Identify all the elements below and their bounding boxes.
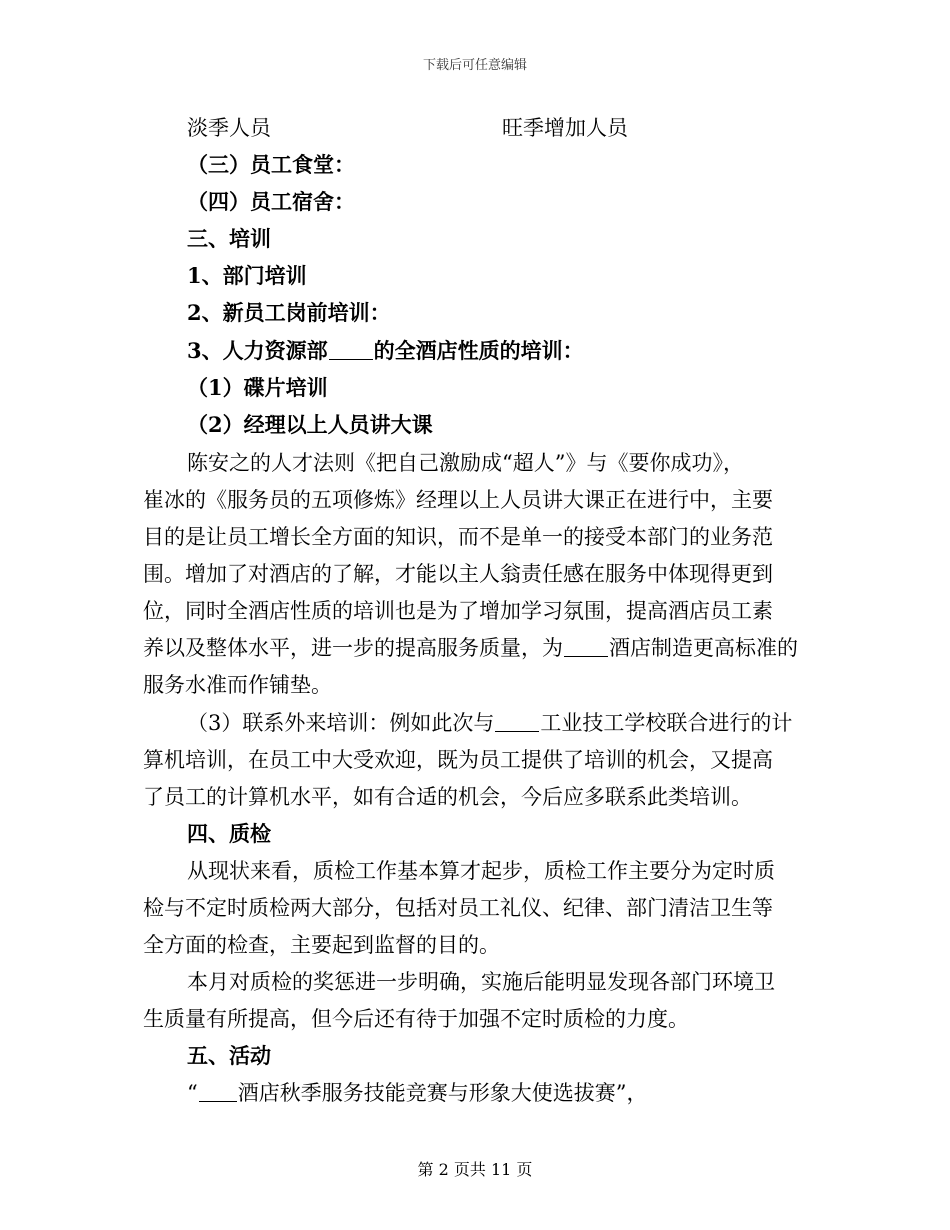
paragraph-line-part-a: 养以及整体水平，进一步的提高服务质量，为 bbox=[143, 636, 563, 660]
paragraph-line-part-b: 酒店制造更高标准的 bbox=[609, 636, 798, 660]
section-dormitory: （四）员工宿舍： bbox=[187, 189, 355, 214]
paragraph-line bbox=[187, 710, 792, 736]
training-sub-1: （1）碟片培训 bbox=[187, 375, 328, 400]
staff-peakseason-label: 旺季增加人员 bbox=[502, 116, 628, 140]
page-footer: 第 2 页共 11 页 bbox=[417, 1160, 533, 1179]
blank-underline bbox=[329, 339, 373, 360]
blank-underline bbox=[199, 1081, 237, 1102]
paragraph-line: 崔冰的《服务员的五项修炼》经理以上人员讲大课正在进行中，主要 bbox=[143, 488, 773, 512]
paragraph-line bbox=[187, 1080, 647, 1106]
section-canteen: （三）员工食堂： bbox=[187, 152, 355, 177]
paragraph-line: 围。增加了对酒店的了解，才能以主人翁责任感在服务中体现得更到 bbox=[143, 562, 773, 586]
training-item-2: 2、新员工岗前培训： bbox=[187, 300, 391, 325]
blank-underline bbox=[564, 636, 608, 657]
paragraph-line-part-a: “ bbox=[187, 1081, 198, 1105]
paragraph-line-part-b: 工业技工学校联合进行的计 bbox=[540, 711, 793, 735]
paragraph-line-part-a: （3）联系外来培训：例如此次与 bbox=[187, 711, 495, 735]
staff-offseason-label: 淡季人员 bbox=[187, 116, 271, 140]
heading-quality-check: 四、质检 bbox=[187, 821, 271, 846]
training-item-3-part-a: 3、人力资源部 bbox=[187, 338, 328, 363]
paragraph-line-part-b: 酒店秋季服务技能竞赛与形象大使选拔赛”， bbox=[237, 1081, 648, 1105]
paragraph-line: 全方面的检查，主要起到监督的目的。 bbox=[143, 933, 500, 957]
paragraph-line: 从现状来看，质检工作基本算才起步，质检工作主要分为定时质 bbox=[187, 859, 775, 883]
paragraph-line: 服务水准而作铺垫。 bbox=[143, 673, 332, 697]
training-sub-2: （2）经理以上人员讲大课 bbox=[187, 412, 433, 437]
paragraph-line: 陈安之的人才法则《把自己激励成“超人”》与《要你成功》， bbox=[187, 451, 744, 475]
blank-underline bbox=[495, 711, 539, 732]
paragraph-line: 位，同时全酒店性质的培训也是为了增加学习氛围，提高酒店员工素 bbox=[143, 599, 773, 623]
page-header: 下载后可任意编辑 bbox=[422, 58, 527, 73]
paragraph-line: 检与不定时质检两大部分，包括对员工礼仪、纪律、部门清洁卫生等 bbox=[143, 896, 773, 920]
training-item-3-part-b: 的全酒店性质的培训： bbox=[373, 338, 584, 363]
heading-training: 三、培训 bbox=[187, 226, 271, 251]
paragraph-line: 生质量有所提高，但今后还有待于加强不定时质检的力度。 bbox=[143, 1007, 689, 1031]
paragraph-line: 目的是让员工增长全方面的知识，而不是单一的接受本部门的业务范 bbox=[143, 525, 773, 549]
training-item-3 bbox=[187, 338, 584, 364]
training-item-1: 1、部门培训 bbox=[187, 263, 307, 288]
paragraph-line: 本月对质检的奖惩进一步明确，实施后能明显发现各部门环境卫 bbox=[187, 970, 775, 994]
paragraph-line: 了员工的计算机水平，如有合适的机会，今后应多联系此类培训。 bbox=[143, 785, 752, 809]
heading-activities: 五、活动 bbox=[187, 1043, 271, 1068]
paragraph-line bbox=[143, 635, 798, 661]
paragraph-line: 算机培训，在员工中大受欢迎，既为员工提供了培训的机会，又提高 bbox=[143, 748, 773, 772]
